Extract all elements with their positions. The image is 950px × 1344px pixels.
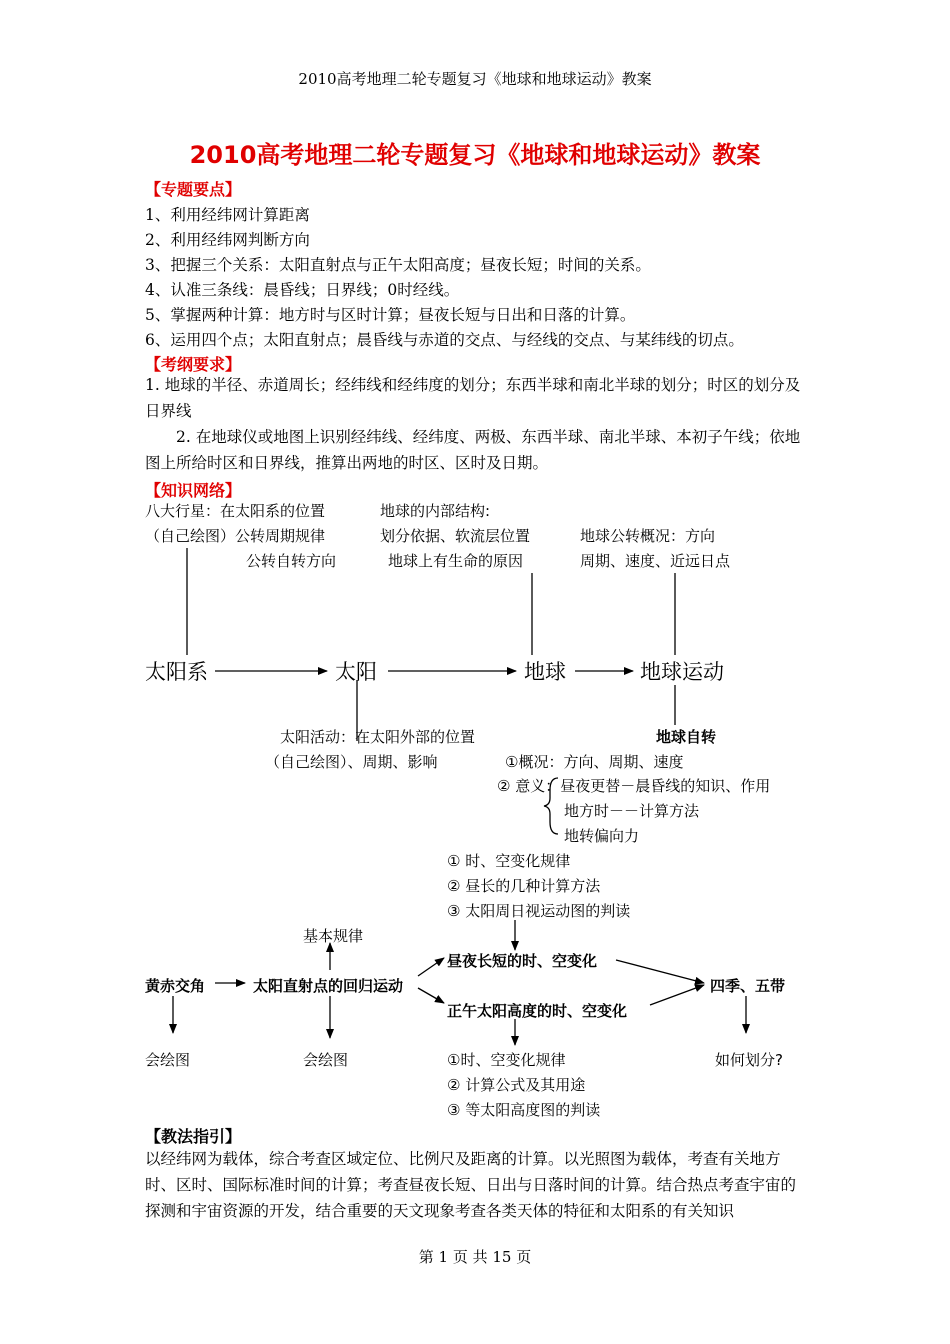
node-seasons-zones: 四季、五带 (710, 977, 786, 995)
section-heading-key-points: 【专题要点】 (145, 180, 242, 199)
diagram-noon-note-3: ③ 等太阳高度图的判读 (447, 1101, 601, 1119)
diagram-interior-line-2: 划分依据、软流层位置 (380, 527, 531, 545)
node-draw-1: 会绘图 (145, 1051, 191, 1069)
node-direct-point-migration: 太阳直射点的回归运动 (253, 977, 404, 995)
syllabus-paragraph-1: 1. 地球的半径、赤道周长；经纬线和经纬度的划分；东西半球和南北半球的划分；时区的划分及日界线 (145, 376, 801, 420)
key-point-item: 4、认准三条线：晨昏线；日界线；0时经线。 (145, 281, 460, 299)
diagram-revolution-line-1: 地球公转概况：方向 (580, 527, 716, 545)
diagram-interior-line-1: 地球的内部结构: (380, 502, 491, 520)
section-heading-syllabus: 【考纲要求】 (145, 355, 242, 374)
node-earth: 地球 (524, 660, 566, 684)
section-heading-knowledge-network: 【知识网络】 (145, 481, 242, 500)
diagram-planets-line-1: 八大行星：在太阳系的位置 (145, 502, 326, 520)
node-obliquity: 黄赤交角 (145, 977, 206, 995)
node-how-to-divide: 如何划分? (715, 1051, 783, 1069)
page-footer: 第 1 页 共 15 页 (418, 1248, 532, 1266)
diagram-noon-note-2: ② 计算公式及其用途 (447, 1076, 586, 1094)
diagram-sun-activity-line-2: （自己绘图）、周期、影响 (265, 753, 438, 771)
node-solar-system: 太阳系 (145, 660, 208, 684)
syllabus-paragraph-2: 2. 在地球仪或地图上识别经纬线、经纬度、两极、东西半球、南北半球、本初子午线；依地图上所给时区和日界线，推算出两地的时区、区时及日期。 (145, 428, 801, 472)
node-earth-motion: 地球运动 (640, 660, 724, 684)
node-day-length-variation: 昼夜长短的时、空变化 (447, 952, 598, 970)
key-point-item: 3、把握三个关系：太阳直射点与正午太阳高度；昼夜长短；时间的关系。 (145, 256, 651, 274)
key-point-item: 2、利用经纬网判断方向 (145, 231, 310, 249)
document-title: 2010高考地理二轮专题复习《地球和地球运动》教案 (189, 141, 761, 169)
diagram-day-length-note-2: ② 昼长的几种计算方法 (447, 877, 601, 895)
node-basic-law: 基本规律 (303, 927, 364, 945)
section-heading-teaching: 【教法指引】 (145, 1127, 242, 1146)
diagram-noon-note-1: ①时、空变化规律 (447, 1051, 566, 1069)
diagram-day-length-note-3: ③ 太阳周日视运动图的判读 (447, 902, 631, 920)
node-earth-rotation: 地球自转 (656, 728, 717, 746)
key-point-item: 6、运用四个点；太阳直射点；晨昏线与赤道的交点、与经线的交点、与某纬线的切点。 (145, 331, 744, 349)
node-draw-2: 会绘图 (303, 1051, 349, 1069)
node-sun: 太阳 (335, 660, 377, 684)
node-noon-altitude-variation: 正午太阳高度的时、空变化 (447, 1002, 628, 1020)
diagram-rotation-local-time: 地方时－－计算方法 (564, 802, 700, 820)
diagram-sun-activity-line-1: 太阳活动：在太阳外部的位置 (280, 728, 476, 746)
diagram-day-length-note-1: ① 时、空变化规律 (447, 852, 571, 870)
diagram-rotation-overview: ①概况：方向、周期、速度 (505, 753, 684, 771)
diagram-planets-line-3: 公转自转方向 (246, 552, 337, 570)
diagram-revolution-line-2: 周期、速度、近远日点 (580, 552, 731, 570)
diagram-rotation-coriolis: 地转偏向力 (564, 827, 640, 845)
key-point-item: 5、掌握两种计算：地方时与区时计算；昼夜长短与日出和日落的计算。 (145, 306, 636, 324)
key-point-item: 1、利用经纬网计算距离 (145, 206, 310, 224)
diagram-rotation-significance: ② 意义：昼夜更替－晨昏线的知识、作用 (497, 777, 771, 795)
diagram-planets-line-2: （自己绘图）公转周期规律 (145, 527, 326, 545)
page-header: 2010高考地理二轮专题复习《地球和地球运动》教案 (298, 70, 652, 88)
teaching-paragraph: 以经纬网为载体，综合考查区域定位、比例尺及距离的计算。以光照图为载体，考查有关地方时、区时、国际标准时间的计算；考查昼夜长短、日出与日落时间的计算。结合热点考查宇宙的探测和宇宙资源的开发，结合重要的天文现象考查各类天体的特征和太阳系的有关知识 (145, 1150, 797, 1220)
diagram-interior-line-3: 地球上有生命的原因 (388, 552, 524, 570)
